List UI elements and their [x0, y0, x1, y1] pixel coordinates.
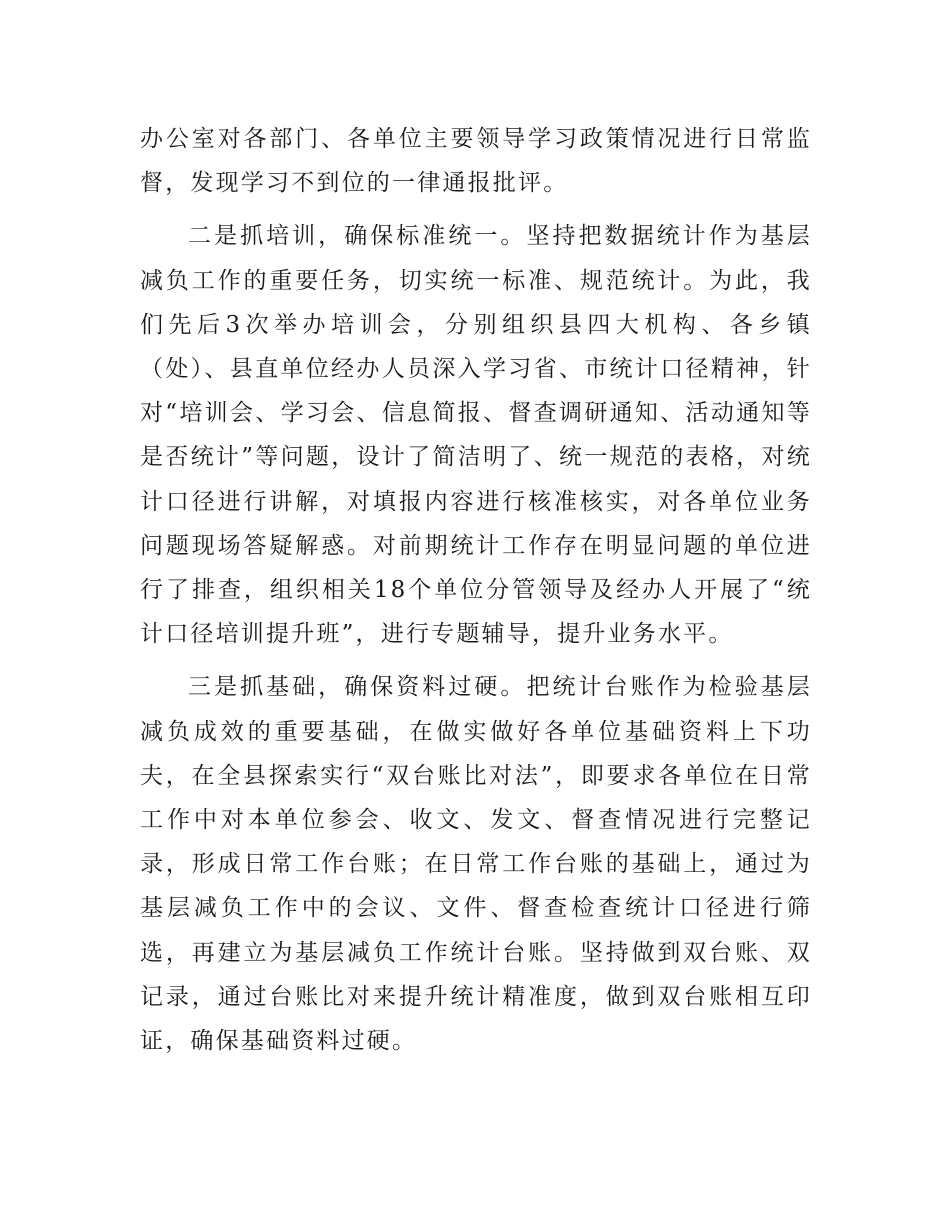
paragraph-foundation: 三是抓基础，确保资料过硬。把统计台账作为检验基层减负成效的重要基础，在做实做好各单位基础资料上下功夫，在全县探索实行“双台账比对法”，即要求各单位在日常工作中对本单位参会、收文、发文、督查情况进行完整记录，形成日常工作台账；在日常工作台账的基础上，通过为基层减负工作中的会议、文件、督查检查统计口径进行筛选，再建立为基层减负工作统计台账。坚持做到双台账、双记录，通过台账比对来提升统计精准度，做到双台账相互印证，确保基础资料过硬。 [140, 674, 812, 1055]
document-body [140, 117, 812, 1072]
paragraph-training: 二是抓培训，确保标准统一。坚持把数据统计作为基层减负工作的重要任务，切实统一标准、规范统计。为此，我们先后3次举办培训会，分别组织县四大机构、各乡镇（处）、县直单位经办人员深入学习省、市统计口径精神，针对“培训会、学习会、信息简报、督查调研通知、活动通知等是否统计”等问题，设计了简洁明了、统一规范的表格，对统计口径进行讲解，对填报内容进行核准核实，对各单位业务问题现场答疑解惑。对前期统计工作存在明显问题的单位进行了排查，组织相关18个单位分管领导及经办人开展了“统计口径培训提升班”，进行专题辅导，提升业务水平。 [140, 223, 812, 648]
paragraph-continuation: 办公室对各部门、各单位主要领导学习政策情况进行日常监督，发现学习不到位的一律通报批评。 [140, 126, 812, 197]
